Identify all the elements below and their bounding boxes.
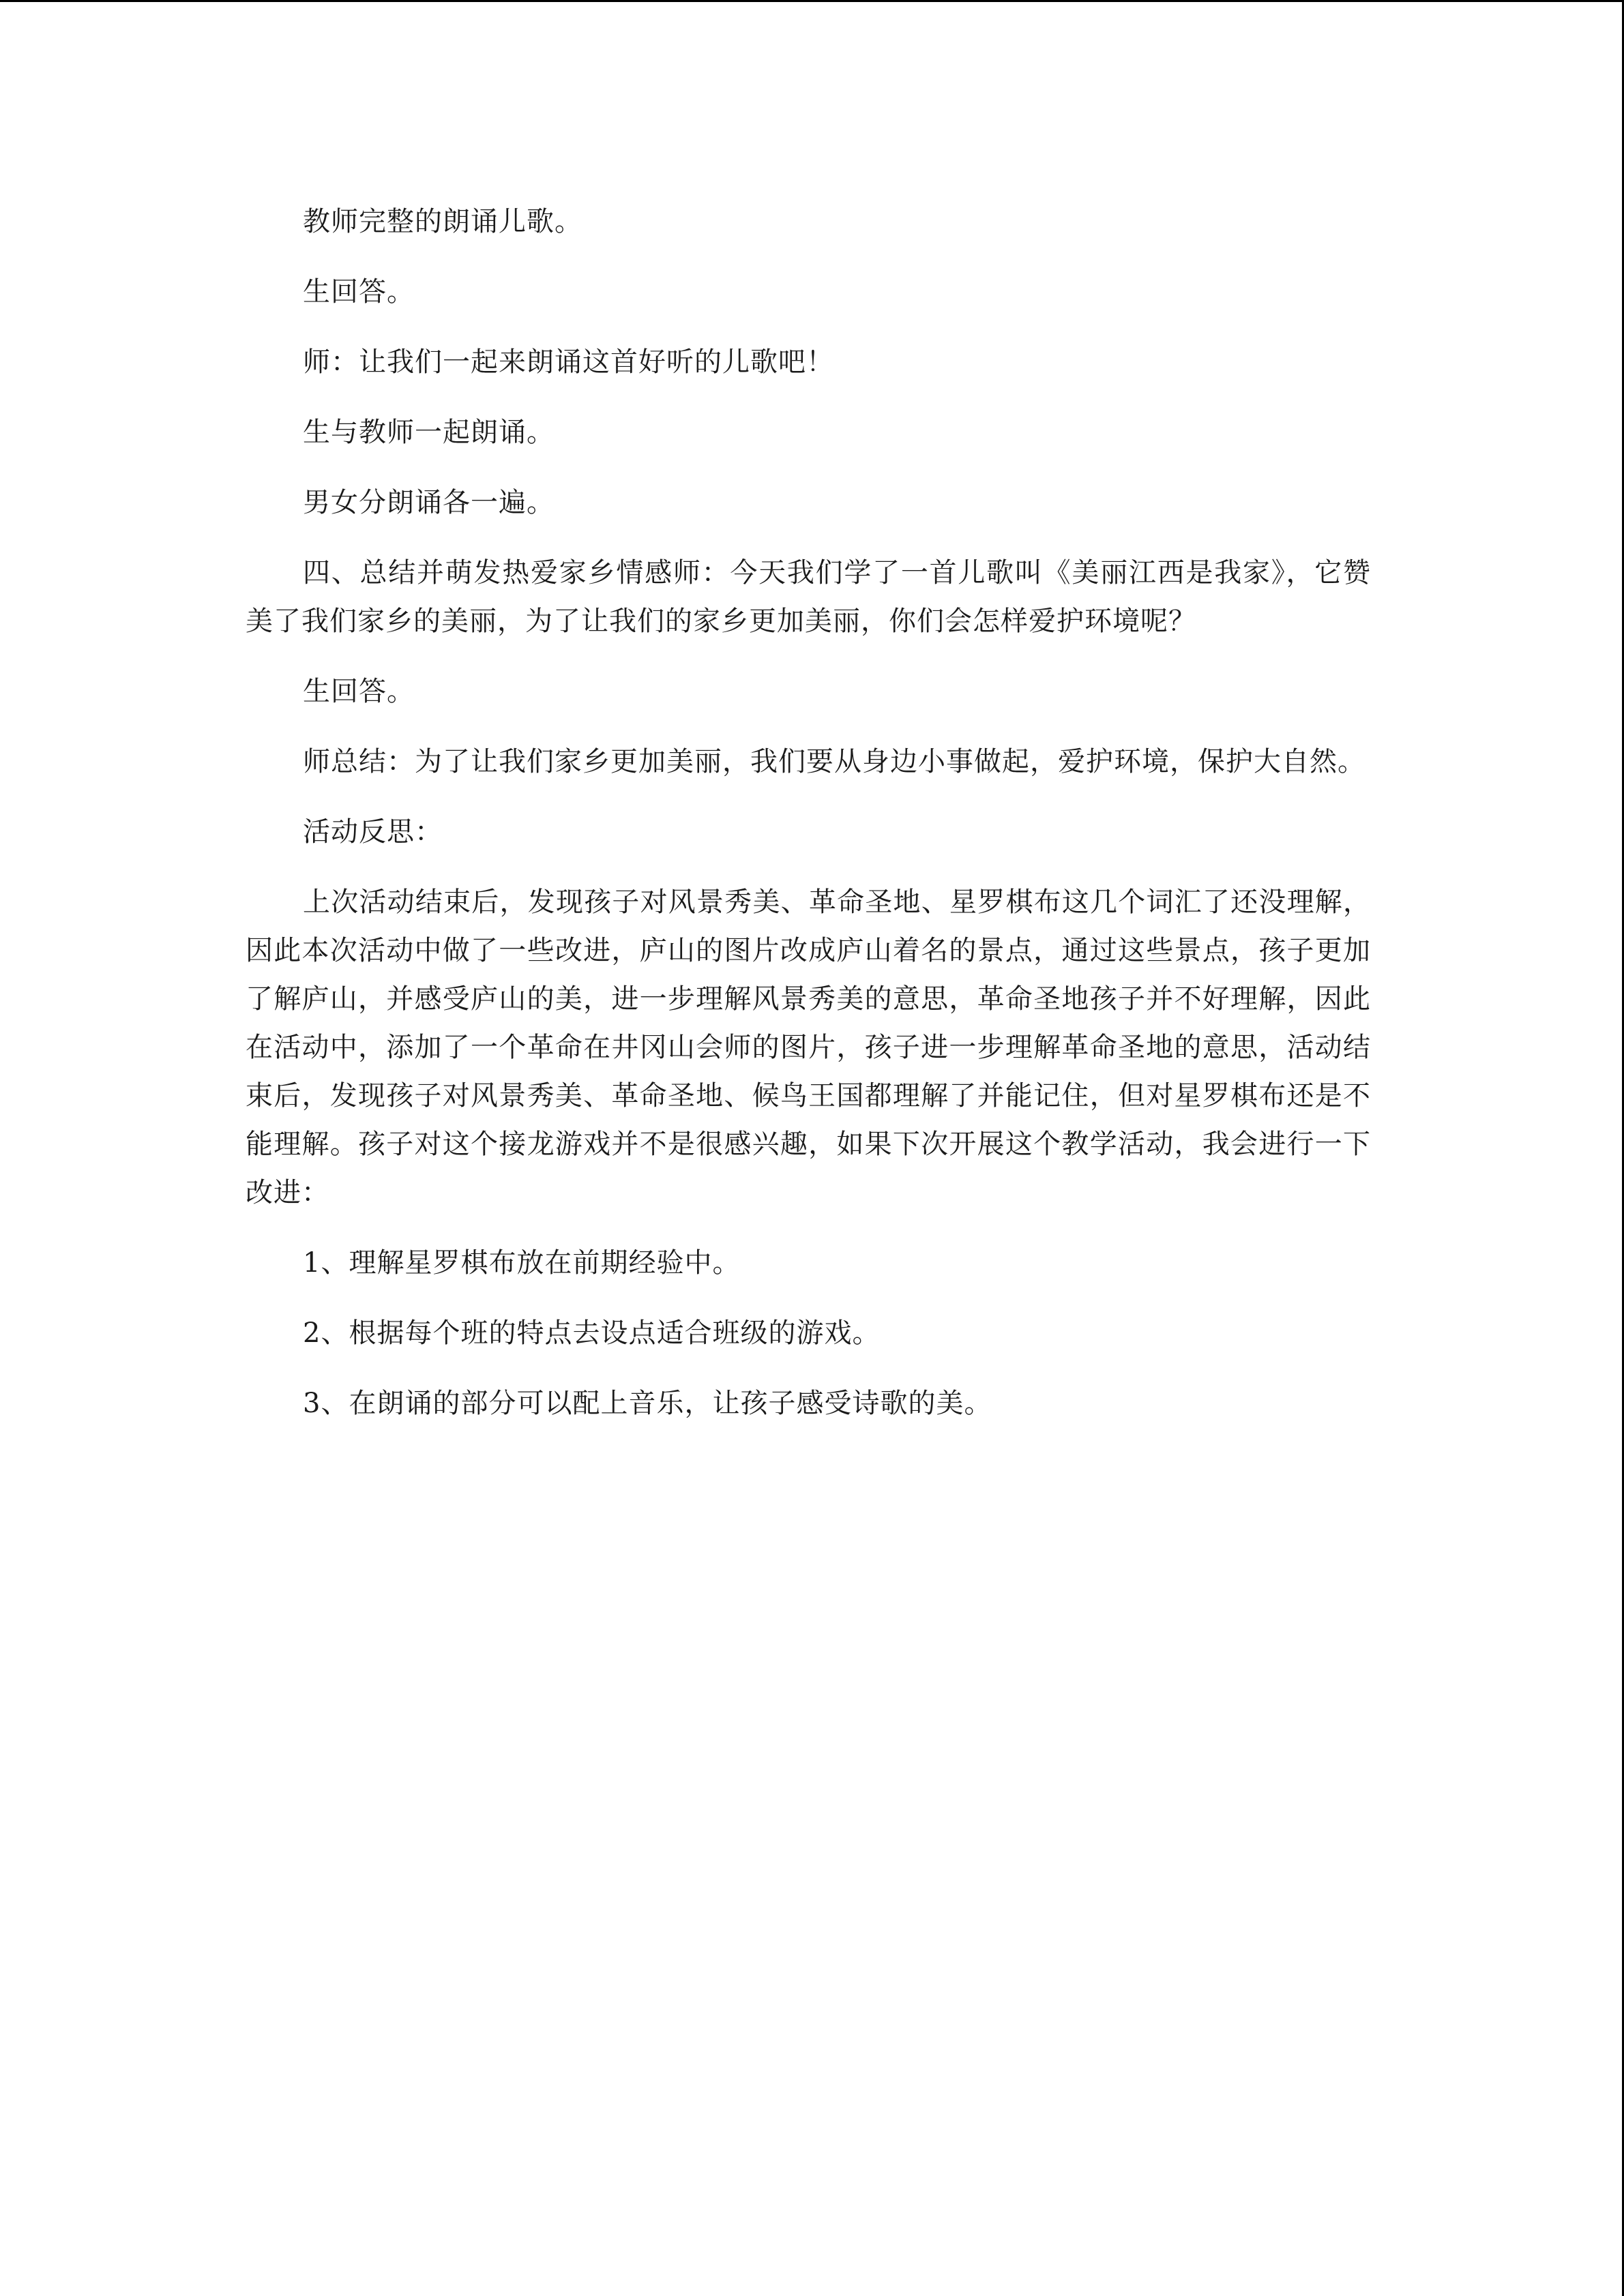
- paragraph-student-answer-2: 生回答。: [303, 676, 415, 707]
- paragraph-recite-together: 生与教师一起朗诵。: [303, 417, 555, 448]
- page-border-top: [0, 0, 1624, 2]
- document-body: [246, 198, 1371, 1428]
- paragraph-boys-girls: 男女分朗诵各一遍。: [303, 487, 555, 518]
- paragraph-reflection-body: 上次活动结束后，发现孩子对风景秀美、革命圣地、星罗棋布这几个词汇了还没理解，因此本次活动中做了一些改进，庐山的图片改成庐山着名的景点，通过这些景点，孩子更加了解庐山，并感受庐山的美，进一步理解风景秀美的意思，革命圣地孩子并不好理解，因此在活动中，添加了一个革命在井冈山会师的图片，孩子进一步理解革命圣地的意思，活动结束后，发现孩子对风景秀美、革命圣地、候鸟王国都理解了并能记住，但对星罗棋布还是不能理解。孩子对这个接龙游戏并不是很感兴趣，如果下次开展这个教学活动，我会进行一下改进：: [246, 886, 1371, 1208]
- list-item-improvement-3: 3、在朗诵的部分可以配上音乐，让孩子感受诗歌的美。: [303, 1388, 992, 1419]
- paragraph-student-answer-1: 生回答。: [303, 276, 415, 308]
- paragraph-teacher-invite: 师：让我们一起来朗诵这首好听的儿歌吧！: [303, 346, 834, 378]
- paragraph-reflection-heading: 活动反思：: [303, 816, 443, 848]
- paragraph-summary-section: 四、总结并萌发热爱家乡情感师：今天我们学了一首儿歌叫《美丽江西是我家》，它赞美了我们家乡的美丽，为了让我们的家乡更加美丽，你们会怎样爱护环境呢？: [246, 557, 1371, 637]
- paragraph-teacher-recite: 教师完整的朗诵儿歌。: [303, 206, 582, 237]
- paragraph-teacher-summary: 师总结：为了让我们家乡更加美丽，我们要从身边小事做起，爱护环境，保护大自然。: [303, 746, 1365, 777]
- list-item-improvement-1: 1、理解星罗棋布放在前期经验中。: [303, 1247, 741, 1279]
- list-item-improvement-2: 2、根据每个班的特点去设点适合班级的游戏。: [303, 1317, 881, 1349]
